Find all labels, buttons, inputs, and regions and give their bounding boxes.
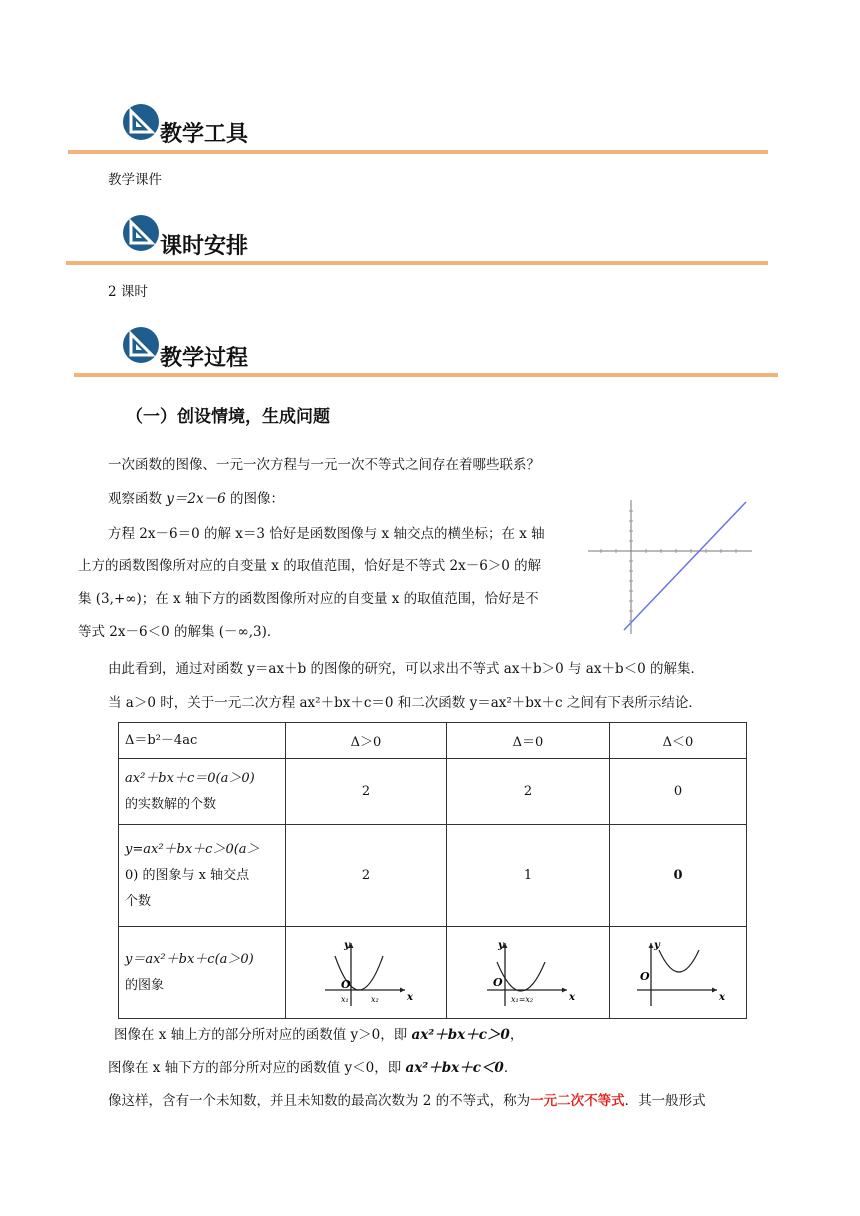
origin-label: O bbox=[493, 975, 503, 989]
paragraph-3-line-1: 方程 2x－6＝0 的解 x＝3 恰好是函数图像与 x 轴交点的横坐标；在 x 轴 bbox=[108, 526, 545, 542]
formula: ax²＋bx＋c＞0 bbox=[411, 1027, 510, 1043]
axis-label: y bbox=[498, 939, 504, 951]
linear-function-graph bbox=[586, 496, 756, 636]
subsection-title: （一）创设情境，生成问题 bbox=[126, 407, 330, 427]
triangle-ruler-icon bbox=[122, 326, 160, 364]
parabola-two-roots-graph bbox=[321, 938, 411, 1008]
table-cell: 2 bbox=[286, 825, 447, 927]
axis-label: y bbox=[654, 939, 660, 951]
row-label-line: 的图象 bbox=[125, 977, 165, 993]
axis-label: y bbox=[344, 939, 350, 951]
axis-label: x bbox=[569, 991, 575, 1003]
table-header-cell: Δ＜0 bbox=[610, 723, 747, 759]
text: 图像在 x 轴上方的部分所对应的函数值 y＞0，即 bbox=[114, 1027, 412, 1043]
row-label-line: y＝ax²＋bx＋c(a＞0) bbox=[125, 951, 254, 967]
root-label: x₁=x₂ bbox=[511, 994, 534, 1004]
table-row bbox=[119, 825, 747, 927]
paragraph-6 bbox=[114, 1025, 523, 1045]
text: 像这样，含有一个未知数，并且未知数的最高次数为 2 的不等式，称为 bbox=[108, 1093, 531, 1109]
section-rule bbox=[74, 373, 778, 377]
root-label: x₂ bbox=[371, 994, 379, 1004]
paragraph-3-line-3: 集 (3,+∞)；在 x 轴下方的函数图像所对应的自变量 x 的取值范围，恰好是不 bbox=[78, 591, 539, 607]
parabola-two-roots-cell bbox=[286, 927, 447, 1019]
row-label bbox=[119, 927, 286, 1019]
table-row bbox=[119, 927, 747, 1019]
table-cell: 2 bbox=[286, 759, 447, 825]
table-cell: 2 bbox=[447, 759, 610, 825]
row-label-line: 0) 的图象与 x 轴交点 bbox=[125, 867, 250, 883]
text: 图像在 x 轴下方的部分所对应的函数值 y＜0，即 bbox=[108, 1060, 406, 1076]
paragraph-2 bbox=[108, 489, 284, 509]
paragraph-3-line-4: 等式 2x－6＜0 的解集 (－∞,3)． bbox=[78, 624, 281, 640]
parabola-one-root-graph bbox=[483, 938, 573, 1008]
parabola-no-root-graph bbox=[633, 938, 723, 1008]
table-header-cell: Δ＝0 bbox=[447, 723, 610, 759]
paragraph-1: 一次函数的图像、一元一次方程与一元一次不等式之间存在着哪些联系？ bbox=[108, 457, 540, 473]
paragraph-4: 由此看到，通过对函数 y＝ax＋b 的图像的研究，可以求出不等式 ax＋b＞0 与 ax＋b＜0 的解集． bbox=[108, 661, 704, 677]
formula: ax²＋bx＋c＜0 bbox=[405, 1060, 504, 1076]
highlight-term: 一元二次不等式 bbox=[530, 1093, 625, 1109]
paragraph-5: 当 a＞0 时，关于一元二次方程 ax²＋bx＋c＝0 和二次函数 y＝ax²＋bx＋c 之间有下表所示结论． bbox=[108, 695, 702, 711]
formula: y＝2x－6 bbox=[166, 491, 226, 507]
axis-label: x bbox=[407, 991, 413, 1003]
section-title-tools: 教学工具 bbox=[160, 122, 249, 147]
row-label-line: 的实数解的个数 bbox=[125, 796, 217, 812]
row-label bbox=[119, 759, 286, 825]
text: ， bbox=[509, 1027, 524, 1043]
table-cell: 0 bbox=[610, 825, 747, 927]
text: ． bbox=[503, 1060, 518, 1076]
origin-label: O bbox=[640, 969, 650, 983]
text: 的图像： bbox=[225, 491, 285, 507]
row-label bbox=[119, 825, 286, 927]
table-row bbox=[119, 723, 747, 759]
section-rule bbox=[68, 150, 768, 154]
table-cell: 0 bbox=[610, 759, 747, 825]
paragraph-7 bbox=[108, 1058, 517, 1078]
table-header-cell: Δ＝b²－4ac bbox=[119, 723, 286, 759]
table-row bbox=[119, 759, 747, 825]
section-body-schedule: 2 课时 bbox=[108, 284, 148, 300]
triangle-ruler-icon bbox=[122, 214, 160, 252]
axis-label: x bbox=[719, 991, 725, 1003]
function-line bbox=[624, 502, 746, 630]
text: 观察函数 bbox=[108, 491, 167, 507]
discriminant-table bbox=[118, 722, 747, 1019]
row-label-line: 个数 bbox=[125, 893, 152, 909]
text: ．其一般形式 bbox=[624, 1093, 706, 1109]
triangle-ruler-icon bbox=[122, 103, 160, 141]
table-cell: 1 bbox=[447, 825, 610, 927]
parabola-one-root-cell bbox=[447, 927, 610, 1019]
row-label-line: ax²＋bx＋c＝0(a＞0) bbox=[125, 770, 255, 786]
parabola-no-root-cell bbox=[610, 927, 747, 1019]
section-rule bbox=[66, 261, 768, 265]
section-title-schedule: 课时安排 bbox=[160, 234, 249, 259]
origin-label: O bbox=[341, 977, 351, 991]
table-header-cell: Δ＞0 bbox=[286, 723, 447, 759]
paragraph-3-line-2: 上方的函数图像所对应的自变量 x 的取值范围，恰好是不等式 2x－6＞0 的解 bbox=[78, 558, 542, 574]
row-label-line: y=ax²＋bx＋c＞0(a＞ bbox=[125, 841, 260, 857]
section-title-process: 教学过程 bbox=[160, 346, 249, 371]
section-body-tools: 教学课件 bbox=[108, 172, 162, 188]
paragraph-8 bbox=[108, 1091, 706, 1111]
root-label: x₁ bbox=[341, 994, 349, 1004]
